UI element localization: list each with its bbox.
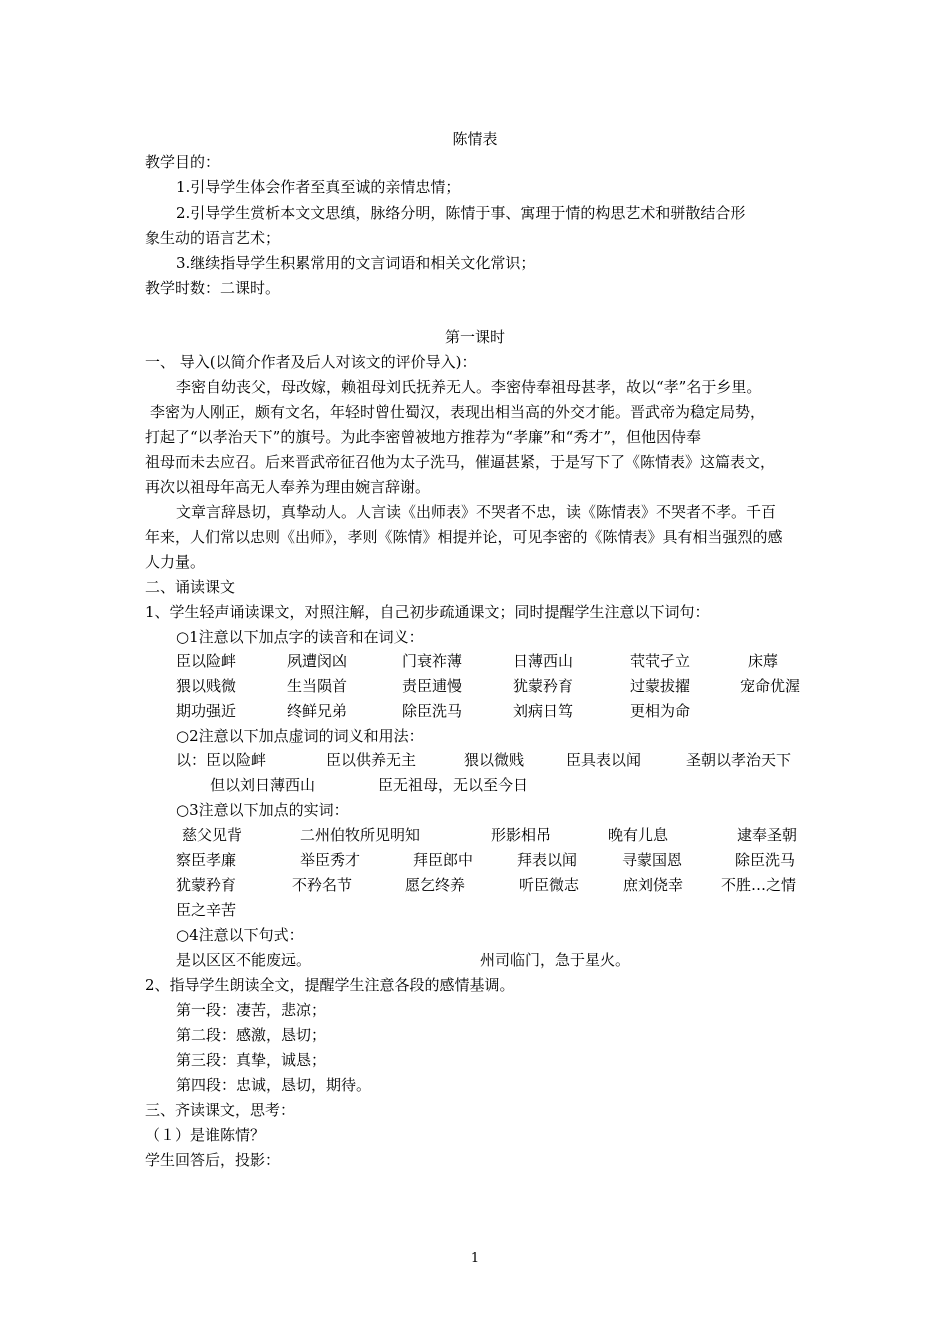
intro-paragraph-1-line: 打起了“以孝治天下”的旗号。为此李密曾被地方推荐为“孝廉”和“秀才”，但他因侍奉 [145, 428, 702, 446]
word-item: 不胜…之情 [721, 876, 797, 894]
note-4: ○4注意以下句式： [176, 926, 304, 944]
word-item: 猥以微贱 [464, 751, 525, 769]
note-2: ○2注意以下加点虚词的词义和用法： [176, 727, 424, 745]
word-item: 臣无祖母，无以至今日 [378, 776, 529, 794]
intro-paragraph-1-line: 祖母而未去应召。后来晋武帝征召他为太子洗马，催逼甚紧，于是写下了《陈情表》这篇表文， [145, 453, 776, 471]
paragraph-tone: 第四段：忠诚，恳切，期待。 [176, 1076, 372, 1094]
intro-paragraph-1-line: 李密自幼丧父，母改嫁，赖祖母刘氏抚养无人。李密侍奉祖母甚孝，故以“孝”名于乡里。 [176, 378, 762, 396]
word-item: 拜臣郎中 [413, 851, 474, 869]
intro-paragraph-2-line: 人力量。 [145, 553, 206, 571]
word-item: 臣具表以闻 [566, 751, 642, 769]
word-item: 举臣秀才 [300, 851, 361, 869]
word-item: 臣以供养无主 [326, 751, 417, 769]
word-item: 茕茕孑立 [630, 652, 691, 670]
word-item: 庶刘侥幸 [623, 876, 684, 894]
question-1: （１）是谁陈情？ [145, 1126, 266, 1144]
note-1: ○1注意以下加点字的读音和在词义： [176, 628, 424, 646]
intro-paragraph-1-line: 李密为人刚正，颇有文名，年轻时曾仕蜀汉，表现出相当高的外交才能。晋武帝为稳定局势， [150, 403, 766, 421]
word-item: 臣之辛苦 [176, 901, 237, 919]
word-item: 夙遭闵凶 [287, 652, 348, 670]
paragraph-tone: 第三段：真挚，诚恳； [176, 1051, 327, 1069]
lesson-1-title: 第一课时 [444, 328, 505, 346]
word-item: 猥以贱微 [176, 677, 237, 695]
word-item: 除臣洗马 [402, 702, 463, 720]
goal-item-2-line-2: 象生动的语言艺术； [145, 229, 281, 247]
word-item: 以：臣以险衅 [176, 751, 267, 769]
word-item: 犹蒙矜育 [513, 677, 574, 695]
intro-heading: 一、 导入(以简介作者及后人对该文的评价导入)： [145, 353, 477, 371]
sentence-item: 是以区区不能废远。 [176, 951, 312, 969]
answer-hint: 学生回答后，投影： [145, 1151, 281, 1169]
word-item: 犹蒙矜育 [176, 876, 237, 894]
word-item: 日薄西山 [513, 652, 574, 670]
word-item: 晚有儿息 [608, 826, 669, 844]
teaching-hours: 教学时数：二课时。 [145, 279, 281, 297]
paragraph-tone: 第一段：凄苦，悲凉； [176, 1001, 327, 1019]
word-item: 生当陨首 [287, 677, 348, 695]
note-3: ○3注意以下加点的实词： [176, 801, 349, 819]
word-item: 更相为命 [630, 702, 691, 720]
word-item: 门衰祚薄 [402, 652, 463, 670]
word-item: 终鲜兄弟 [287, 702, 348, 720]
intro-paragraph-1-line: 再次以祖母年高无人奉养为理由婉言辞谢。 [145, 478, 431, 496]
word-item: 察臣孝廉 [176, 851, 237, 869]
step-1: 1、学生轻声诵读课文，对照注解，自己初步疏通课文；同时提醒学生注意以下词句： [145, 603, 710, 621]
paragraph-tone: 第二段：感激，恳切； [176, 1026, 327, 1044]
document-title: 陈情表 [452, 130, 498, 148]
word-item: 形影相吊 [491, 826, 552, 844]
step-2: 2、指导学生朗读全文，提醒学生注意各段的感情基调。 [145, 976, 515, 994]
word-item: 听臣微志 [519, 876, 580, 894]
word-item: 拜表以闻 [517, 851, 578, 869]
word-item: 刘病日笃 [513, 702, 574, 720]
intro-paragraph-2-line: 文章言辞恳切，真挚动人。人言读《出师表》不哭者不忠，读《陈情表》不哭者不孝。千百 [176, 503, 777, 521]
sentence-item: 州司临门，急于星火。 [480, 951, 631, 969]
word-item: 过蒙拔擢 [630, 677, 691, 695]
word-item: 床蓐 [748, 652, 779, 670]
goal-item-1: 1.引导学生体会作者至真至诚的亲情忠情； [176, 178, 461, 196]
goals-heading: 教学目的： [145, 153, 221, 171]
word-item: 二州伯牧所见明知 [300, 826, 421, 844]
word-item: 逮奉圣朝 [737, 826, 798, 844]
goal-item-2-line-1: 2.引导学生赏析本文文思缜，脉络分明，陈情于事、寓理于情的构思艺术和骈散结合形 [176, 204, 746, 222]
think-heading: 三、齐读课文，思考： [145, 1101, 296, 1119]
word-item: 但以刘日薄西山 [210, 776, 316, 794]
goal-item-3: 3.继续指导学生积累常用的文言词语和相关文化常识； [176, 254, 536, 272]
word-item: 愿乞终养 [405, 876, 466, 894]
reading-heading: 二、诵读课文 [145, 578, 236, 596]
word-item: 期功强近 [176, 702, 237, 720]
word-item: 除臣洗马 [735, 851, 796, 869]
word-item: 圣朝以孝治天下 [686, 751, 792, 769]
page-number: 1 [470, 1251, 480, 1266]
word-item: 不矜名节 [292, 876, 353, 894]
word-item: 慈父见背 [182, 826, 243, 844]
word-item: 责臣逋慢 [402, 677, 463, 695]
word-item: 宠命优渥 [740, 677, 801, 695]
word-item: 寻蒙国恩 [622, 851, 683, 869]
word-item: 臣以险衅 [176, 652, 237, 670]
intro-paragraph-2-line: 年来，人们常以忠则《出师》，孝则《陈情》相提并论，可见李密的《陈情表》具有相当强烈的感 [145, 528, 783, 546]
